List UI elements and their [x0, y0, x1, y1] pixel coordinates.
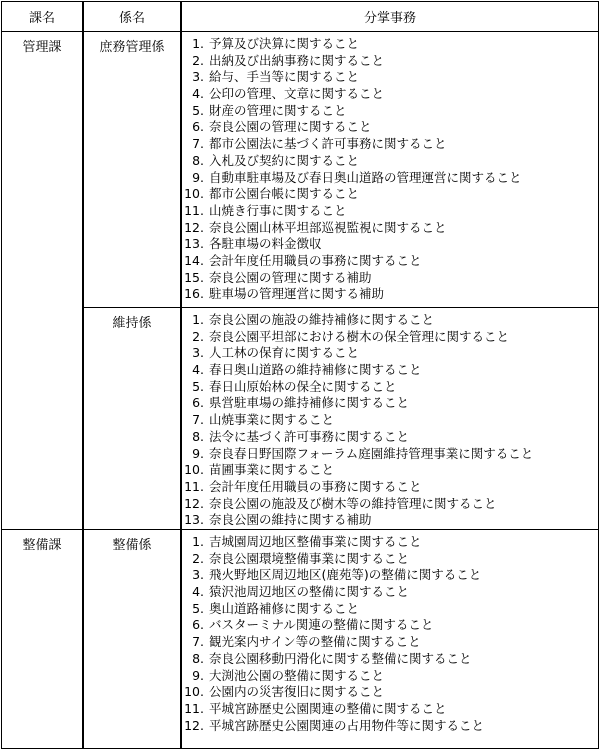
duty-text: 会計年度任用職員の事務に関すること — [209, 478, 422, 494]
duty-number: 15. — [184, 269, 204, 285]
duty-text: 山焼事業に関すること — [209, 412, 335, 428]
duty-number: 11. — [184, 700, 204, 716]
duty-number: 3. — [192, 345, 204, 361]
subsection-name: 維持係 — [83, 308, 181, 530]
duty-number: 6. — [192, 395, 204, 411]
duty-number: 3. — [192, 69, 204, 85]
duty-item — [182, 395, 598, 412]
duty-text: 大渕池公園の整備に関すること — [209, 667, 385, 683]
duty-number: 2. — [192, 328, 204, 344]
duty-text: 人工林の保育に関すること — [209, 345, 360, 361]
duty-item — [182, 379, 598, 396]
duty-text: 駐車場の管理運営に関する補助 — [209, 286, 385, 302]
duty-item — [182, 567, 598, 584]
duty-number: 8. — [192, 650, 204, 666]
duty-item — [182, 203, 598, 220]
duty-item — [182, 170, 598, 187]
duty-number: 10. — [184, 462, 204, 478]
duty-text: 奈良公園の管理に関すること — [209, 119, 372, 135]
section-name: 管理課 — [2, 32, 84, 530]
duties-list — [182, 530, 598, 734]
duty-item — [182, 312, 598, 329]
duty-text: 平城宮跡歴史公園関連の占用物件等に関すること — [209, 717, 485, 733]
duty-item — [182, 634, 598, 651]
duty-number: 13. — [184, 236, 204, 252]
header-subsection: 係名 — [83, 2, 181, 32]
duty-number: 6. — [192, 119, 204, 135]
duty-item — [182, 479, 598, 496]
duty-item — [182, 270, 598, 287]
duty-number: 13. — [184, 512, 204, 528]
duty-item — [182, 69, 598, 86]
duty-text: 自動車駐車場及び春日奥山道路の管理運営に関すること — [209, 169, 522, 185]
duty-number: 4. — [192, 86, 204, 102]
duty-number: 4. — [192, 584, 204, 600]
duty-number: 12. — [184, 717, 204, 733]
duty-text: 財産の管理に関すること — [209, 102, 347, 118]
duty-text: 公園内の災害復旧に関すること — [209, 684, 385, 700]
duty-item — [182, 345, 598, 362]
duty-number: 9. — [192, 169, 204, 185]
duty-number: 12. — [184, 495, 204, 511]
duty-text: 給与、手当等に関すること — [209, 69, 360, 85]
duty-text: 吉城園周辺地区整備事業に関すること — [209, 534, 422, 549]
duty-text: 都市公園法に基づく許可事務に関すること — [209, 136, 447, 152]
duties-cell — [181, 308, 599, 530]
duty-number: 7. — [192, 412, 204, 428]
duty-item — [182, 551, 598, 568]
header-duties: 分掌事務 — [181, 2, 599, 32]
duty-item — [182, 429, 598, 446]
duty-item — [182, 329, 598, 346]
duty-text: 春日山原始林の保全に関すること — [209, 378, 397, 394]
duty-number: 16. — [184, 286, 204, 302]
duty-text: 会計年度任用職員の事務に関すること — [209, 252, 422, 268]
duty-text: 都市公園台帳に関すること — [209, 186, 360, 202]
subsection-name: 庶務管理係 — [83, 32, 181, 308]
duty-number: 8. — [192, 152, 204, 168]
duty-text: 出納及び出納事務に関すること — [209, 52, 385, 68]
duty-item — [182, 153, 598, 170]
duty-number: 10. — [184, 684, 204, 700]
duty-text: 奈良公園の維持に関する補助 — [209, 512, 372, 528]
duty-number: 11. — [184, 478, 204, 494]
duty-text: 苗圃事業に関すること — [209, 462, 335, 478]
header-row — [2, 2, 599, 32]
duty-text: 法令に基づく許可事務に関すること — [209, 428, 410, 444]
duties-list — [182, 308, 598, 529]
duty-text: 奈良公園移動円滑化に関する整備に関すること — [209, 650, 472, 666]
duty-number: 7. — [192, 634, 204, 650]
duty-text: 平城宮跡歴史公園関連の整備に関すること — [209, 700, 447, 716]
duty-text: 奈良公園平坦部における樹木の保全管理に関すること — [209, 328, 510, 344]
duty-item — [182, 53, 598, 70]
table-row — [2, 32, 599, 308]
duty-number: 3. — [192, 567, 204, 583]
duty-number: 1. — [192, 312, 204, 327]
duty-text: 入札及び契約に関すること — [209, 152, 360, 168]
duty-item — [182, 651, 598, 668]
duty-item — [182, 186, 598, 203]
header-section: 課名 — [2, 2, 84, 32]
duty-text: 山焼き行事に関すること — [209, 202, 347, 218]
duty-text: 奈良春日野国際フォーラム庭園維持管理事業に関すること — [209, 445, 534, 461]
table-row — [2, 308, 599, 530]
duty-text: 飛火野地区周辺地区(鹿苑等)の整備に関すること — [209, 567, 482, 583]
duty-item — [182, 534, 598, 551]
duty-item — [182, 412, 598, 429]
duty-text: 春日奥山道路の維持補修に関すること — [209, 362, 422, 378]
duties-cell — [181, 32, 599, 308]
duty-item — [182, 446, 598, 463]
duty-item — [182, 701, 598, 718]
duty-item — [182, 36, 598, 53]
duties-table — [1, 1, 599, 749]
duty-number: 11. — [184, 202, 204, 218]
duty-item — [182, 601, 598, 618]
duty-text: 猿沢池周辺地区の整備に関すること — [209, 584, 410, 600]
duty-text: 奈良公園の施設の維持補修に関すること — [209, 312, 435, 327]
duty-text: 奈良公園の管理に関する補助 — [209, 269, 372, 285]
duty-number: 12. — [184, 219, 204, 235]
duty-number: 2. — [192, 52, 204, 68]
duty-number: 10. — [184, 186, 204, 202]
duty-text: バスターミナル関連の整備に関すること — [209, 617, 434, 633]
duty-number: 5. — [192, 102, 204, 118]
duty-text: 県営駐車場の維持補修に関すること — [209, 395, 410, 411]
duty-item — [182, 496, 598, 513]
duty-number: 2. — [192, 550, 204, 566]
duty-text: 奥山道路補修に関すること — [209, 600, 360, 616]
duty-text: 奈良公園山林平坦部巡視監視に関すること — [209, 219, 447, 235]
duty-number: 14. — [184, 252, 204, 268]
duty-number: 9. — [192, 667, 204, 683]
duty-number: 4. — [192, 362, 204, 378]
section-name: 整備課 — [2, 530, 84, 749]
duty-number: 1. — [192, 534, 204, 549]
duty-text: 各駐車場の料金徴収 — [209, 236, 322, 252]
duty-item — [182, 86, 598, 103]
duty-item — [182, 236, 598, 253]
duty-text: 奈良公園の施設及び樹木等の維持管理に関すること — [209, 495, 497, 511]
duty-item — [182, 220, 598, 237]
duty-text: 奈良公園環境整備事業に関すること — [209, 550, 410, 566]
subsection-name: 整備係 — [83, 530, 181, 749]
duty-number: 5. — [192, 600, 204, 616]
duty-item — [182, 718, 598, 735]
duty-number: 5. — [192, 378, 204, 394]
duty-item — [182, 253, 598, 270]
duty-number: 6. — [192, 617, 204, 633]
duty-item — [182, 617, 598, 634]
duty-item — [182, 119, 598, 136]
duty-number: 9. — [192, 445, 204, 461]
duties-cell — [181, 530, 599, 749]
duty-item — [182, 668, 598, 685]
duty-item — [182, 103, 598, 120]
duty-item — [182, 512, 598, 529]
duty-item — [182, 462, 598, 479]
duties-list — [182, 32, 598, 303]
duty-text: 公印の管理、文章に関すること — [209, 86, 385, 102]
duty-text: 観光案内サイン等の整備に関すること — [209, 634, 421, 650]
duty-item — [182, 584, 598, 601]
duty-text: 予算及び決算に関すること — [209, 36, 360, 51]
duty-number: 8. — [192, 428, 204, 444]
duty-item — [182, 136, 598, 153]
duty-item — [182, 362, 598, 379]
table-row — [2, 530, 599, 749]
duty-item — [182, 286, 598, 303]
duty-item — [182, 684, 598, 701]
duty-number: 7. — [192, 136, 204, 152]
duty-number: 1. — [192, 36, 204, 51]
